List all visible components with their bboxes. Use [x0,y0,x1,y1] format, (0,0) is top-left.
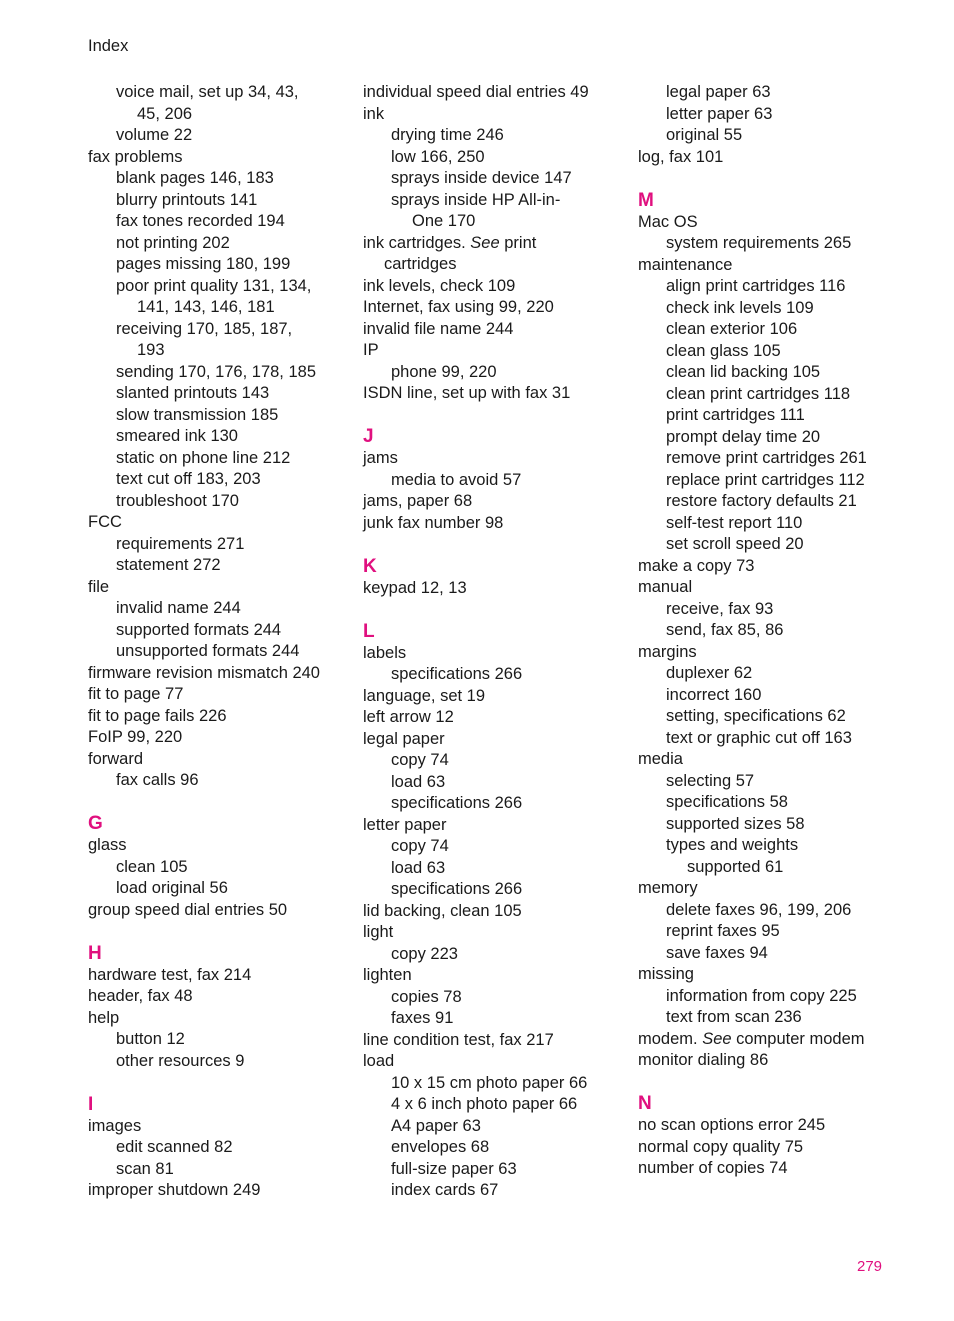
index-subentry: specifications 266 [391,880,523,898]
index-entry: line condition test, fax 217 [363,1030,554,1049]
index-subentry: low 166, 250 [391,147,485,166]
index-subentry: duplexer 62 [666,664,753,682]
index-entry: forward [88,749,144,768]
section-spacer [88,1072,348,1094]
index-subentry: volume 22 [116,126,193,144]
index-subentry: selecting 57 [666,771,755,790]
index-subentry: load 63 [391,858,446,877]
section-letter: J [363,426,374,447]
section-letter: M [638,189,654,211]
index-subentry: 193 [137,341,165,359]
section-spacer [363,599,623,621]
section-spacer [363,405,623,427]
index-subentry: troubleshoot 170 [116,491,239,510]
index-entry: ink [363,104,385,123]
index-subentry: statement 272 [116,556,221,574]
section-letter: N [638,1093,652,1114]
index-entry: log, fax 101 [638,147,724,166]
index-entry: FCC [88,513,122,531]
index-column-2 [363,82,623,1202]
index-subentry: pages missing 180, 199 [116,255,291,273]
index-subentry: A4 paper 63 [391,1116,481,1135]
index-subentry: 10 x 15 cm photo paper 66 [391,1073,588,1092]
index-entry: IP [363,341,379,359]
index-subentry: letter paper 63 [666,104,773,123]
index-subentry: media to avoid 57 [391,470,522,489]
index-subentry: types and weights [666,836,799,854]
index-subentry: blurry printouts 141 [116,190,258,209]
index-subentry: prompt delay time 20 [666,427,821,446]
index-subentry: clean exterior 106 [666,320,798,338]
index-entry: ink cartridges. See print [363,233,537,252]
index-subentry: original 55 [666,126,743,144]
index-subentry: print cartridges 111 [666,406,805,424]
index-subentry: sprays inside device 147 [391,169,572,187]
index-subentry: phone 99, 220 [391,362,497,381]
index-entry: labels [363,643,407,662]
index-subentry: information from copy 225 [666,986,857,1005]
index-subentry: drying time 246 [391,126,504,144]
index-subentry: requirements 271 [116,534,245,553]
section-spacer [638,1072,938,1094]
index-subentry: static on phone line 212 [116,448,291,467]
index-subentry: slanted printouts 143 [116,384,270,402]
index-entry: lighten [363,966,412,984]
page-number: 279 [857,1258,883,1275]
index-subentry: fax tones recorded 194 [116,212,285,230]
section-letter: H [88,942,102,964]
index-subentry: self-test report 110 [666,513,803,532]
index-subentry: setting, specifications 62 [666,707,846,725]
index-entry: light [363,923,394,941]
index-entry: fit to page fails 226 [88,706,227,725]
index-subentry: specifications 58 [666,793,788,811]
index-subentry: legal paper 63 [666,83,771,101]
index-entry: make a copy 73 [638,556,755,575]
index-subentry: 45, 206 [137,104,193,123]
index-subentry: full-size paper 63 [391,1159,517,1178]
index-subentry: specifications 266 [391,665,523,683]
index-entry: keypad 12, 13 [363,578,467,597]
index-entry: fax problems [88,147,183,166]
index-entry: number of copies 74 [638,1159,788,1177]
index-entry: left arrow 12 [363,708,454,726]
index-subentry: sending 170, 176, 178, 185 [116,362,317,381]
index-subentry: incorrect 160 [666,685,762,704]
index-subentry: copy 223 [391,944,458,963]
index-subentry: clean lid backing 105 [666,363,821,381]
index-subentry: replace print cartridges 112 [666,470,865,489]
index-entry: junk fax number 98 [363,513,504,532]
section-letter: I [88,1093,94,1115]
index-subentry: load original 56 [116,879,228,897]
index-entry: load [363,1052,395,1070]
index-subentry: text cut off 183, 203 [116,470,261,488]
index-subentry: remove print cartridges 261 [666,449,867,467]
index-subentry: text or graphic cut off 163 [666,728,852,747]
index-subentry: send, fax 85, 86 [666,621,784,639]
index-subentry: 4 x 6 inch photo paper 66 [391,1095,578,1113]
index-entry: firmware revision mismatch 240 [88,663,320,682]
index-entry: ISDN line, set up with fax 31 [363,384,571,402]
index-subentry: blank pages 146, 183 [116,169,274,187]
index-subentry: faxes 91 [391,1009,454,1027]
index-entry: letter paper [363,815,447,834]
index-entry: FoIP 99, 220 [88,728,183,746]
index-subentry: receive, fax 93 [666,599,774,618]
index-subentry: One 170 [412,212,476,230]
index-entry: hardware test, fax 214 [88,965,252,984]
index-subentry: reprint faxes 95 [666,922,780,940]
section-spacer [363,534,623,556]
index-column-3 [638,82,938,1180]
index-subentry: edit scanned 82 [116,1138,233,1156]
index-column-1 [88,82,348,1202]
index-entry: memory [638,879,698,897]
section-spacer [638,168,938,190]
index-subentry: voice mail, set up 34, 43, [116,83,299,101]
index-subentry: copy 74 [391,751,449,769]
index-subentry: check ink levels 109 [666,298,814,317]
index-subentry: 141, 143, 146, 181 [137,298,275,316]
index-entry: media [638,750,683,768]
index-subentry: delete faxes 96, 199, 206 [666,900,852,919]
index-subentry: specifications 266 [391,794,523,812]
section-spacer [88,792,348,814]
index-entry: monitor dialing 86 [638,1051,769,1069]
index-entry: jams, paper 68 [363,492,473,510]
index-subentry: text from scan 236 [666,1008,802,1026]
index-entry: group speed dial entries 50 [88,900,288,919]
index-entry: no scan options error 245 [638,1116,826,1134]
index-subentry: copy 74 [391,837,449,855]
index-subentry: unsupported formats 244 [116,642,300,660]
index-entry: header, fax 48 [88,987,193,1005]
index-subentry: align print cartridges 116 [666,277,846,295]
index-entry: improper shutdown 249 [88,1181,261,1199]
index-entry: images [88,1116,142,1135]
index-subentry: supported sizes 58 [666,814,805,833]
index-subentry: load 63 [391,772,446,791]
index-entry: normal copy quality 75 [638,1137,804,1156]
index-entry: manual [638,578,693,596]
index-subentry: invalid name 244 [116,599,241,617]
index-subentry: smeared ink 130 [116,427,238,445]
index-subentry: clean glass 105 [666,341,781,360]
index-entry: help [88,1008,120,1027]
index-subentry: clean 105 [116,857,188,876]
section-letter: L [363,620,375,642]
index-subentry: envelopes 68 [391,1138,490,1156]
index-subentry: slow transmission 185 [116,405,279,424]
index-entry: Mac OS [638,212,698,231]
index-subentry: scan 81 [116,1159,174,1178]
index-entry: invalid file name 244 [363,319,514,338]
index-entry: lid backing, clean 105 [363,901,522,920]
index-entry: maintenance [638,255,733,274]
section-letter: K [363,555,377,577]
index-entry: Internet, fax using 99, 220 [363,298,554,316]
index-entry: jams [363,449,398,467]
index-entry: ink levels, check 109 [363,276,516,295]
running-header: Index [88,37,129,55]
index-entry: file [88,577,110,596]
index-entry: modem. See computer modem [638,1029,865,1048]
index-subentry: system requirements 265 [666,234,852,252]
index-entry: individual speed dial entries 49 [363,83,589,101]
index-subentry: button 12 [116,1030,185,1048]
index-entry: glass [88,836,127,854]
index-subentry: set scroll speed 20 [666,535,804,553]
index-entry: language, set 19 [363,686,486,705]
index-subentry: not printing 202 [116,233,230,252]
index-subentry: poor print quality 131, 134, [116,276,312,295]
index-subentry: supported 61 [687,857,784,876]
index-entry: margins [638,642,697,661]
index-subentry: sprays inside HP All-in- [391,190,561,209]
index-entry: missing [638,965,694,983]
index-subentry: clean print cartridges 118 [666,384,851,403]
index-subentry: restore factory defaults 21 [666,492,857,510]
index-subentry: fax calls 96 [116,771,199,789]
index-subentry: index cards 67 [391,1181,499,1199]
index-subentry: cartridges [384,255,457,273]
index-subentry: save faxes 94 [666,943,768,962]
index-subentry: supported formats 244 [116,620,282,639]
section-letter: G [88,813,103,834]
index-subentry: other resources 9 [116,1051,245,1070]
index-subentry: receiving 170, 185, 187, [116,319,293,338]
section-spacer [88,921,348,943]
index-subentry: copies 78 [391,987,462,1006]
index-entry: fit to page 77 [88,685,184,703]
index-entry: legal paper [363,729,445,748]
